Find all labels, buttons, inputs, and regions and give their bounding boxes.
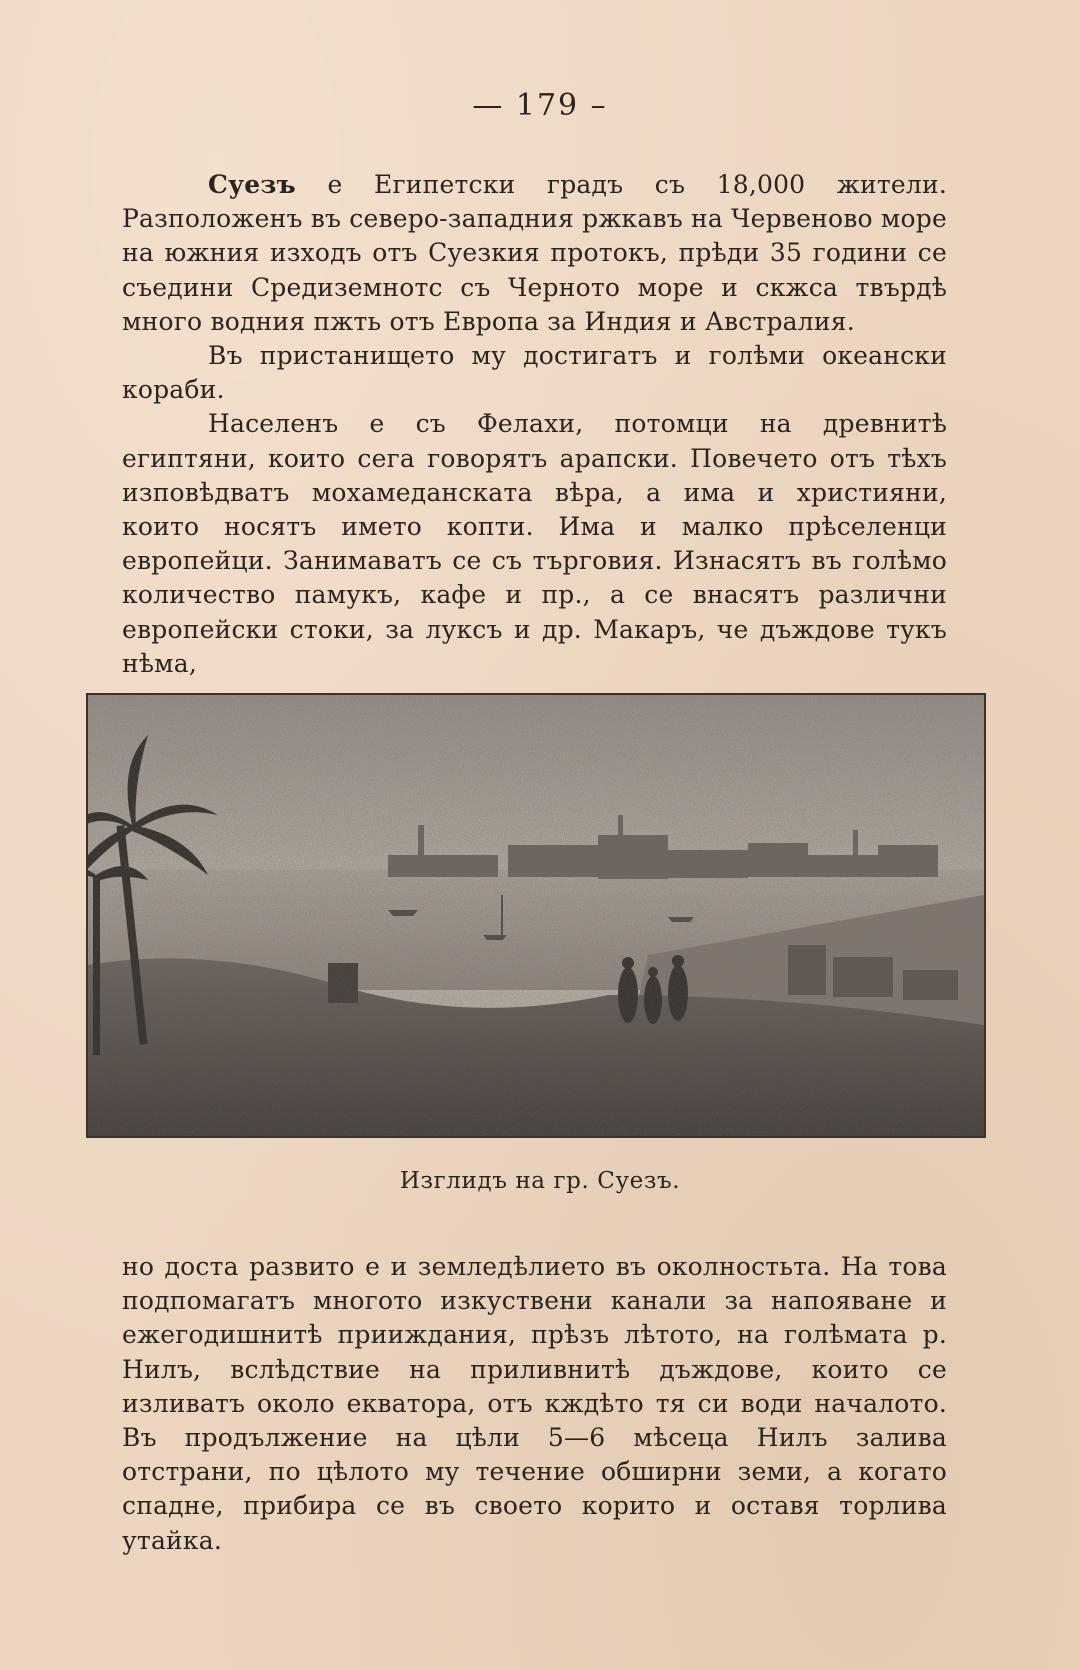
paragraph-text: е Египетски градъ съ 18,000 жители. Разположенъ въ северо-западния ржкавъ на Червеново море на южния изходъ отъ Суезкия протокъ, прѣди 35 години се съедини Средиземнотс съ Черното море и скжса твърдѣ много водния пжть отъ Европа за Индия и Австралия. xyxy=(122,170,948,336)
engraving-image xyxy=(88,695,984,1136)
suez-view-illustration xyxy=(86,693,986,1138)
paragraph-agriculture: но доста развито е и земледѣлието въ околностьта. На това подпомагатъ многото изкуствени канали за напояване и ежегодишнитѣ прииждания, прѣзъ лѣтото, на голѣмата р. Нилъ, вслѣдствие на приливнитѣ дъждове, които се изливатъ около екватора, отъ кждѣто тя си води началото. Въ продължение на цѣли 5—6 мѣсеца Нилъ залива отстрани, по цѣлото му течение обширни земи, а когато спадне, прибира се въ своето корито и оставя торлива утайка. xyxy=(122,1252,947,1555)
bottom-text-block xyxy=(122,1250,947,1558)
page-number: — 179 – xyxy=(472,88,608,123)
top-text-block xyxy=(122,168,947,681)
paragraph-suez-intro xyxy=(122,168,947,339)
lead-word: Суезъ xyxy=(208,170,296,199)
paragraph-population: Населенъ е съ Фелахи, потомци на древнитѣ египтяни, които сега говорятъ арапски. Повечето отъ тѣхъ изповѣдватъ мохамеданската вѣра, а има и християни, които носятъ името копти. Има и малко прѣселенци европейци. Занимаватъ се съ търговия. Изнасятъ въ голѣмо количество памукъ, кафе и пр., а се внасятъ различни европейски стоки, за луксъ и др. Макаръ, че дъждове тукъ нѣма, xyxy=(122,409,947,678)
figure-caption: Изглидъ на гр. Суезъ. xyxy=(399,1168,681,1194)
paragraph-harbor: Въ пристанището му достигатъ и голѣми океански кораби. xyxy=(122,341,947,405)
